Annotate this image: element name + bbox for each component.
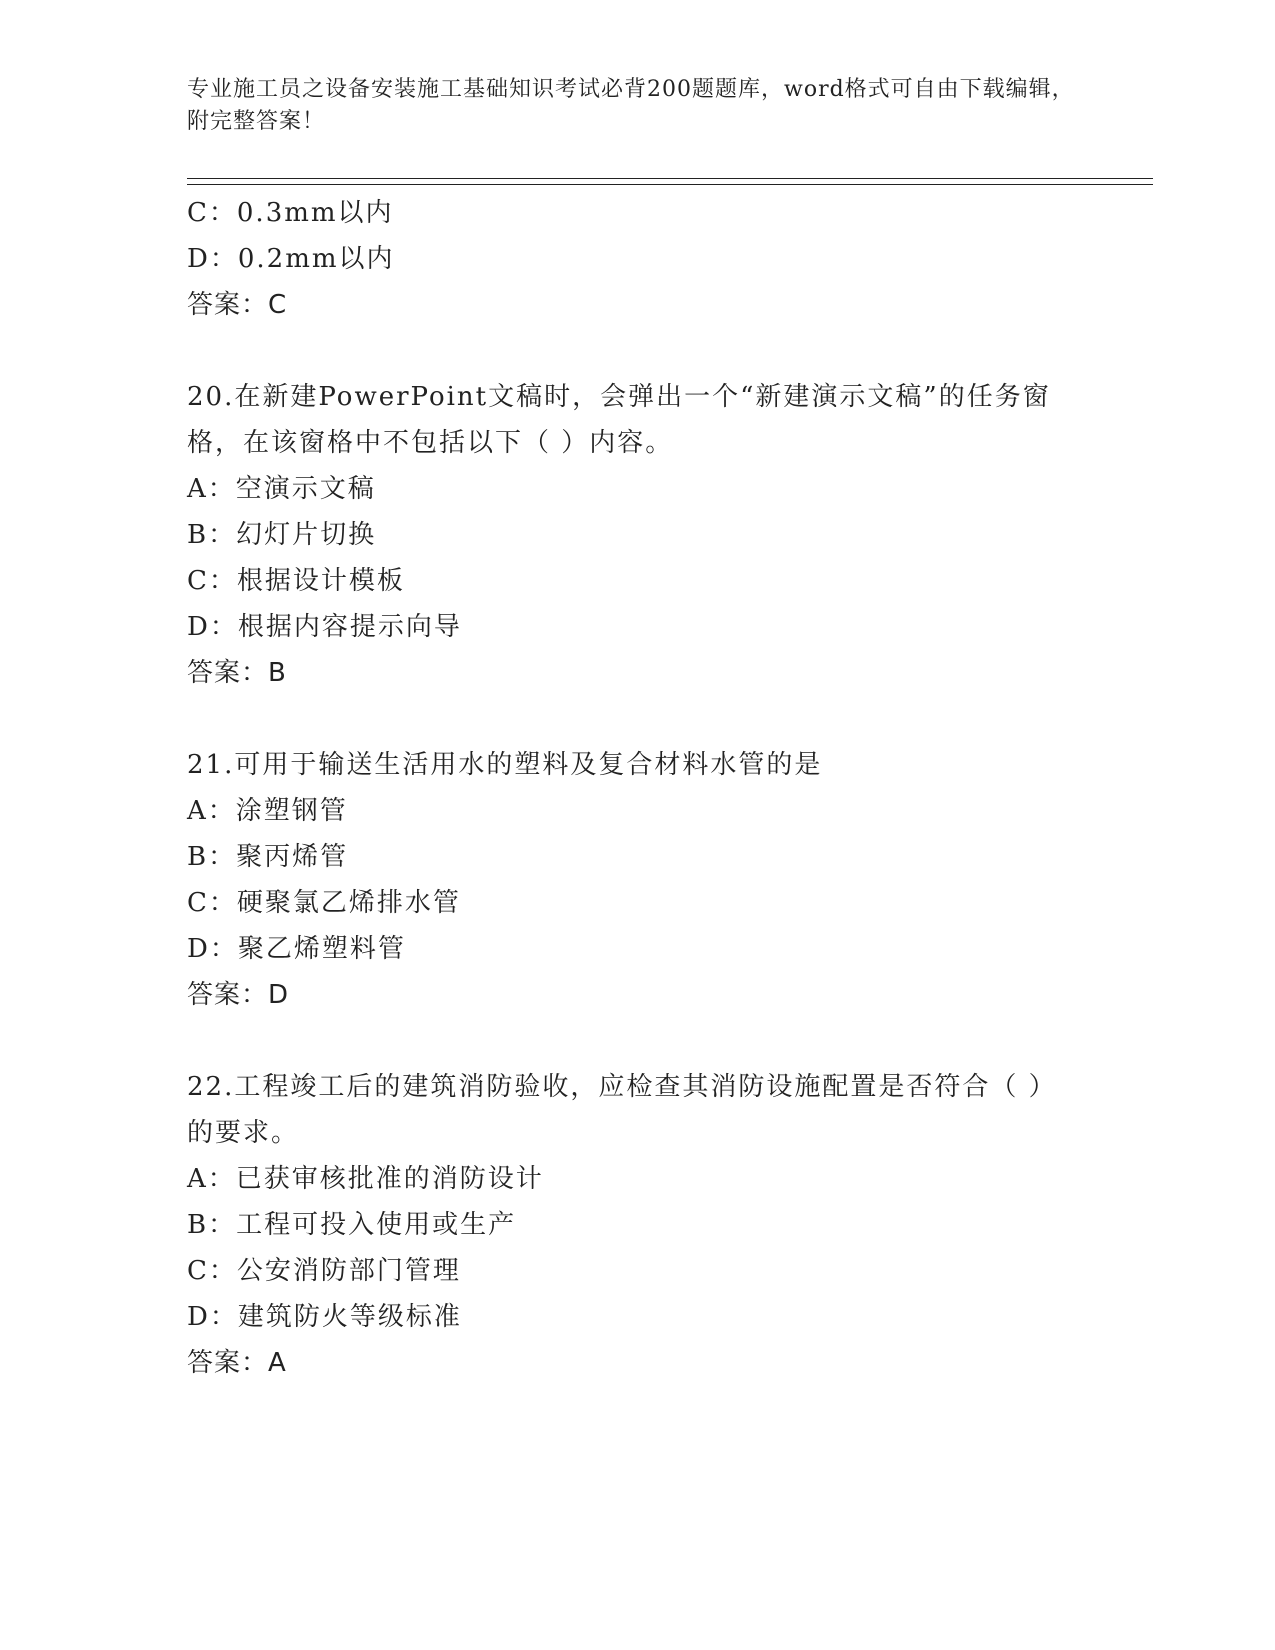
answer: 答案：D bbox=[187, 980, 290, 1010]
answer: 答案：A bbox=[187, 1348, 287, 1378]
question-text: 20.在新建PowerPoint文稿时，会弹出一个“新建演示文稿”的任务窗格，在该窗格中不包括以下（ ）内容。 bbox=[187, 382, 1051, 458]
option-c: C：0.3mm以内 bbox=[187, 198, 394, 228]
question-21 bbox=[187, 742, 1067, 1018]
option-b: B：聚丙烯管 bbox=[187, 842, 349, 872]
option-c: C：根据设计模板 bbox=[187, 566, 405, 596]
option-c: C：公安消防部门管理 bbox=[187, 1256, 461, 1286]
page-header: 专业施工员之设备安装施工基础知识考试必背200题题库，word格式可自由下载编辑，附完整答案！ bbox=[187, 77, 1075, 134]
option-a: A：涂塑钢管 bbox=[187, 796, 348, 826]
option-d: D：建筑防火等级标准 bbox=[187, 1302, 462, 1332]
option-c: C：硬聚氯乙烯排水管 bbox=[187, 888, 461, 918]
option-d: D：0.2mm以内 bbox=[187, 244, 395, 274]
answer: 答案：C bbox=[187, 290, 288, 320]
question-20 bbox=[187, 374, 1067, 696]
option-d: D：聚乙烯塑料管 bbox=[187, 934, 406, 964]
previous-question-tail bbox=[187, 190, 1067, 328]
question-22 bbox=[187, 1064, 1067, 1386]
option-b: B：幻灯片切换 bbox=[187, 520, 377, 550]
option-a: A：空演示文稿 bbox=[187, 474, 376, 504]
option-d: D：根据内容提示向导 bbox=[187, 612, 462, 642]
option-a: A：已获审核批准的消防设计 bbox=[187, 1164, 544, 1194]
question-text: 21.可用于输送生活用水的塑料及复合材料水管的是 bbox=[187, 750, 823, 780]
header-divider bbox=[187, 178, 1153, 185]
question-text: 22.工程竣工后的建筑消防验收，应检查其消防设施配置是否符合（ ）的要求。 bbox=[187, 1072, 1057, 1148]
document-body bbox=[187, 190, 1067, 1386]
option-b: B：工程可投入使用或生产 bbox=[187, 1210, 517, 1240]
answer: 答案：B bbox=[187, 658, 287, 688]
